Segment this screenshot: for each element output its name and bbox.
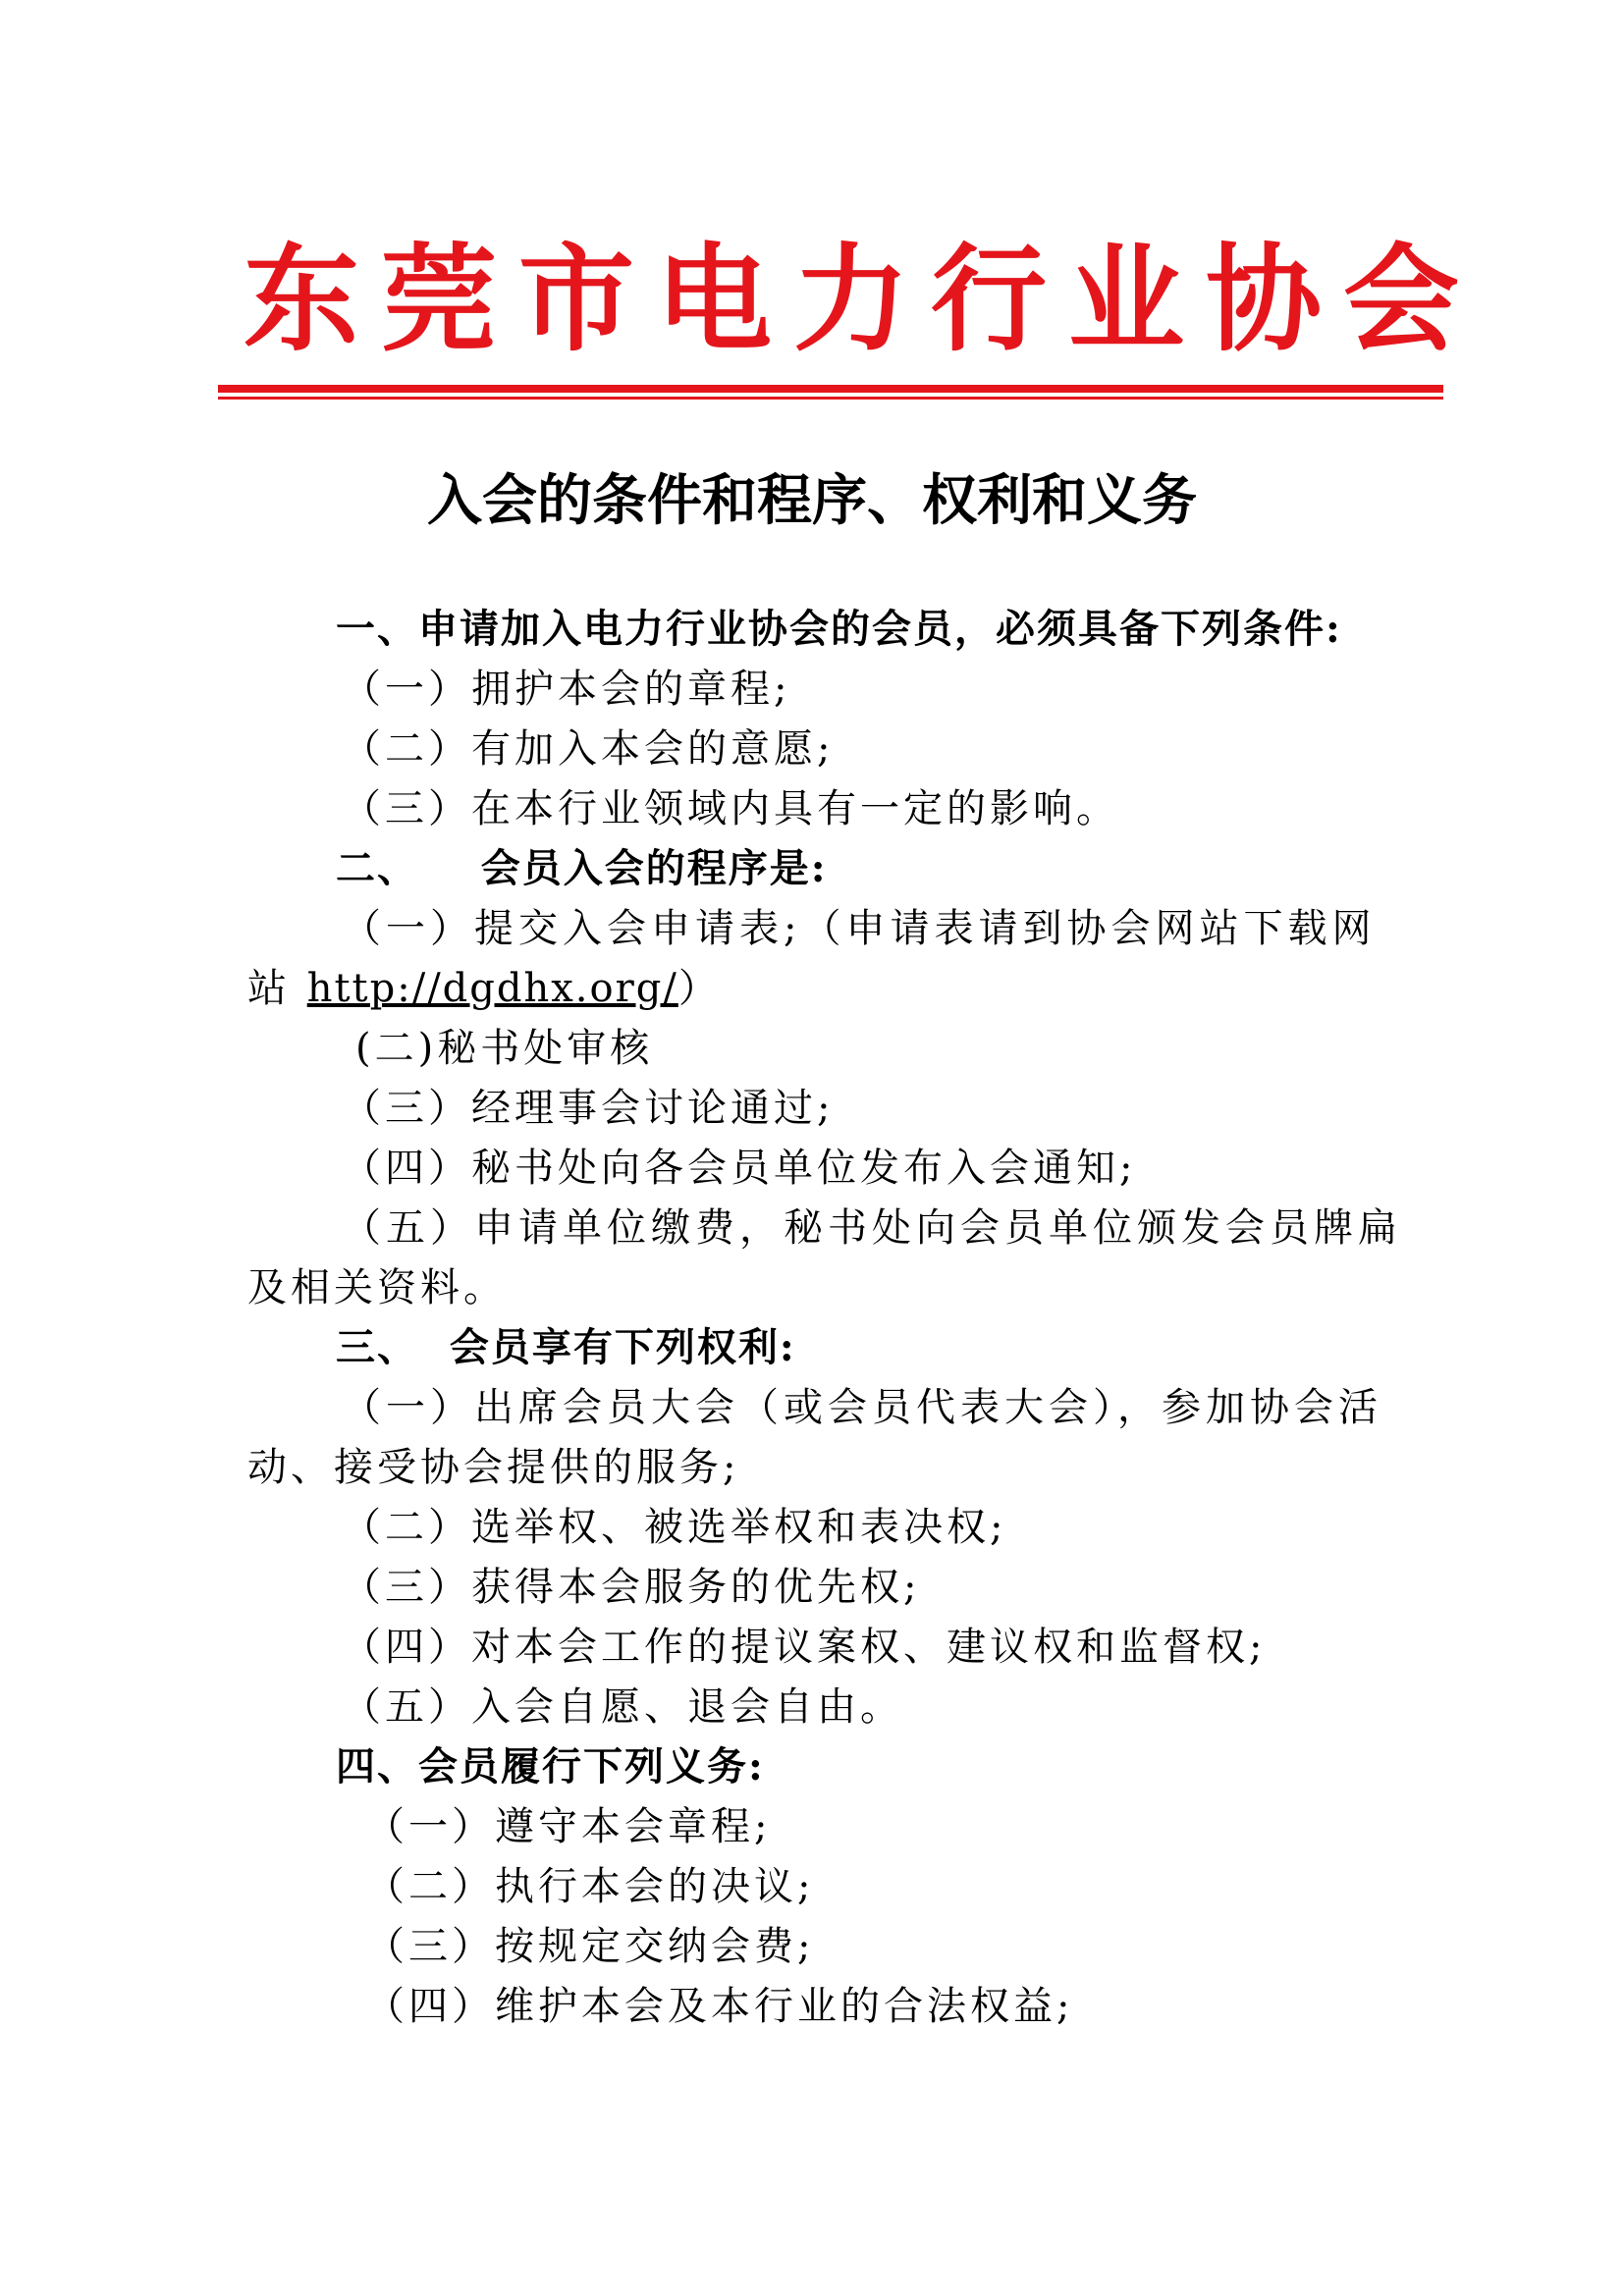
section-1-item-3: （三）在本行业领域内具有一定的影响。 <box>342 786 1119 831</box>
section-3-item-5: （五）入会自愿、退会自由。 <box>342 1684 903 1730</box>
header-rule-thick <box>218 385 1443 393</box>
section-3-heading: 三、 会员享有下列权利: <box>336 1324 796 1370</box>
section-2-item-2: (二)秘书处审核 <box>355 1026 654 1071</box>
section-3-item-1-line-2: 动、接受协会提供的服务; <box>247 1445 740 1490</box>
section-4-item-4: （四）维护本会及本行业的合法权益; <box>365 1984 1074 2029</box>
section-4-item-1: （一）遵守本会章程; <box>365 1804 772 1849</box>
section-4-heading: 四、会员履行下列义务: <box>336 1743 765 1789</box>
section-2-heading: 二、 会员入会的程序是: <box>336 845 828 891</box>
website-link[interactable]: http://dgdhx.org/ <box>306 966 678 1011</box>
section-2-item-4: （四）秘书处向各会员单位发布入会通知; <box>342 1146 1137 1191</box>
section-4-item-2: （二）执行本会的决议; <box>365 1864 815 1909</box>
section-2-item-1-line-2 <box>247 958 722 1019</box>
section-1-heading: 一、申请加入电力行业协会的会员，必须具备下列条件: <box>336 606 1342 652</box>
section-1-item-2: （二）有加入本会的意愿; <box>342 726 835 772</box>
section-3-item-4: （四）对本会工作的提议案权、建议权和监督权; <box>342 1625 1267 1670</box>
section-2-item-1-line-1: （一）提交入会申请表;（申请表请到协会网站下载网 <box>342 906 1377 951</box>
section-4-item-3: （三）按规定交纳会费; <box>365 1924 815 1969</box>
header-rule-thin <box>218 397 1443 400</box>
section-2-item-3: （三）经理事会讨论通过; <box>342 1086 835 1131</box>
section-2-item-1-prefix: 站 <box>247 966 307 1011</box>
section-3-item-3: （三）获得本会服务的优先权; <box>342 1565 921 1610</box>
section-2-item-5-line-1: （五）申请单位缴费，秘书处向会员单位颁发会员牌扁 <box>342 1205 1402 1251</box>
section-2-item-5-line-2: 及相关资料。 <box>247 1265 507 1310</box>
section-3-item-1-line-1: （一）出席会员大会（或会员代表大会），参加协会活 <box>342 1385 1382 1430</box>
section-1-item-1: （一）拥护本会的章程; <box>342 667 791 712</box>
section-2-item-1-suffix: ） <box>677 966 722 1011</box>
section-3-item-2: （二）选举权、被选举权和表决权; <box>342 1505 1007 1550</box>
org-masthead: 东莞市电力行业协会 <box>244 231 1482 367</box>
document-title: 入会的条件和程序、权利和义务 <box>427 468 1197 533</box>
